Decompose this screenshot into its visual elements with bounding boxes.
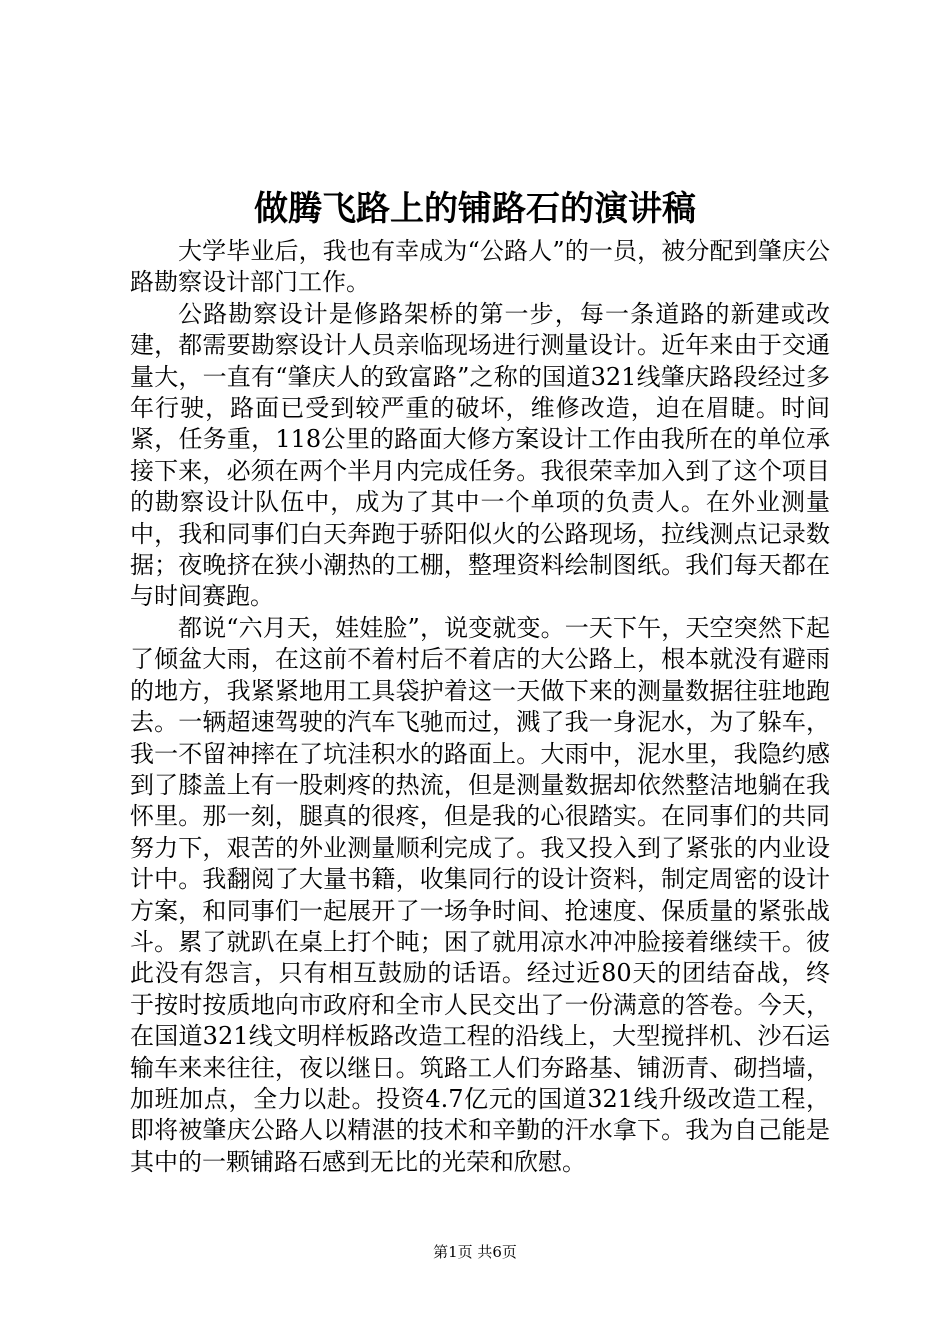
document-body <box>130 236 830 1178</box>
paragraph-3: 都说“六月天，娃娃脸”，说变就变。一天下午，天空突然下起了倾盆大雨，在这前不着村后不着店的大公路上，根本就没有避雨的地方，我紧紧地用工具袋护着这一天做下来的测量数据往驻地跑去。一辆超速驾驶的汽车飞驰而过，溅了我一身泥水，为了躲车，我一不留神摔在了坑洼积水的路面上。大雨中，泥水里，我隐约感到了膝盖上有一股刺疼的热流，但是测量数据却依然整洁地躺在我怀里。那一刻，腿真的很疼，但是我的心很踏实。在同事们的共同努力下，艰苦的外业测量顺利完成了。我又投入到了紧张的内业设计中。我翻阅了大量书籍，收集同行的设计资料，制定周密的设计方案，和同事们一起展开了一场争时间、抢速度、保质量的紧张战斗。累了就趴在桌上打个盹；困了就用凉水冲冲脸接着继续干。彼此没有怨言，只有相互鼓励的话语。经过近80天的团结奋战，终于按时按质地向市政府和全市人民交出了一份满意的答卷。今天，在国道321线文明样板路改造工程的沿线上，大型搅拌机、沙石运输车来来往往，夜以继日。筑路工人们夯路基、铺沥青、砌挡墙，加班加点，全力以赴。投资4.7亿元的国道321线升级改造工程，即将被肇庆公路人以精湛的技术和辛勤的汗水拿下。我为自己能是其中的一颗铺路石感到无比的光荣和欣慰。 <box>130 613 830 1176</box>
document-title: 做腾飞路上的铺路石的演讲稿 <box>254 189 696 229</box>
page-footer: 第1页 共6页 <box>433 1243 517 1261</box>
paragraph-1: 大学毕业后，我也有幸成为“公路人”的一员，被分配到肇庆公路勘察设计部门工作。 <box>130 237 830 297</box>
paragraph-2: 公路勘察设计是修路架桥的第一步，每一条道路的新建或改建，都需要勘察设计人员亲临现场进行测量设计。近年来由于交通量大，一直有“肇庆人的致富路”之称的国道321线肇庆路段经过多年行驶，路面已受到较严重的破坏，维修改造，迫在眉睫。时间紧，任务重，118公里的路面大修方案设计工作由我所在的单位承接下来，必须在两个半月内完成任务。我很荣幸加入到了这个项目的勘察设计队伍中，成为了其中一个单项的负责人。在外业测量中，我和同事们白天奔跑于骄阳似火的公路现场，拉线测点记录数据；夜晚挤在狭小潮热的工棚，整理资料绘制图纸。我们每天都在与时间赛跑。 <box>130 299 830 611</box>
